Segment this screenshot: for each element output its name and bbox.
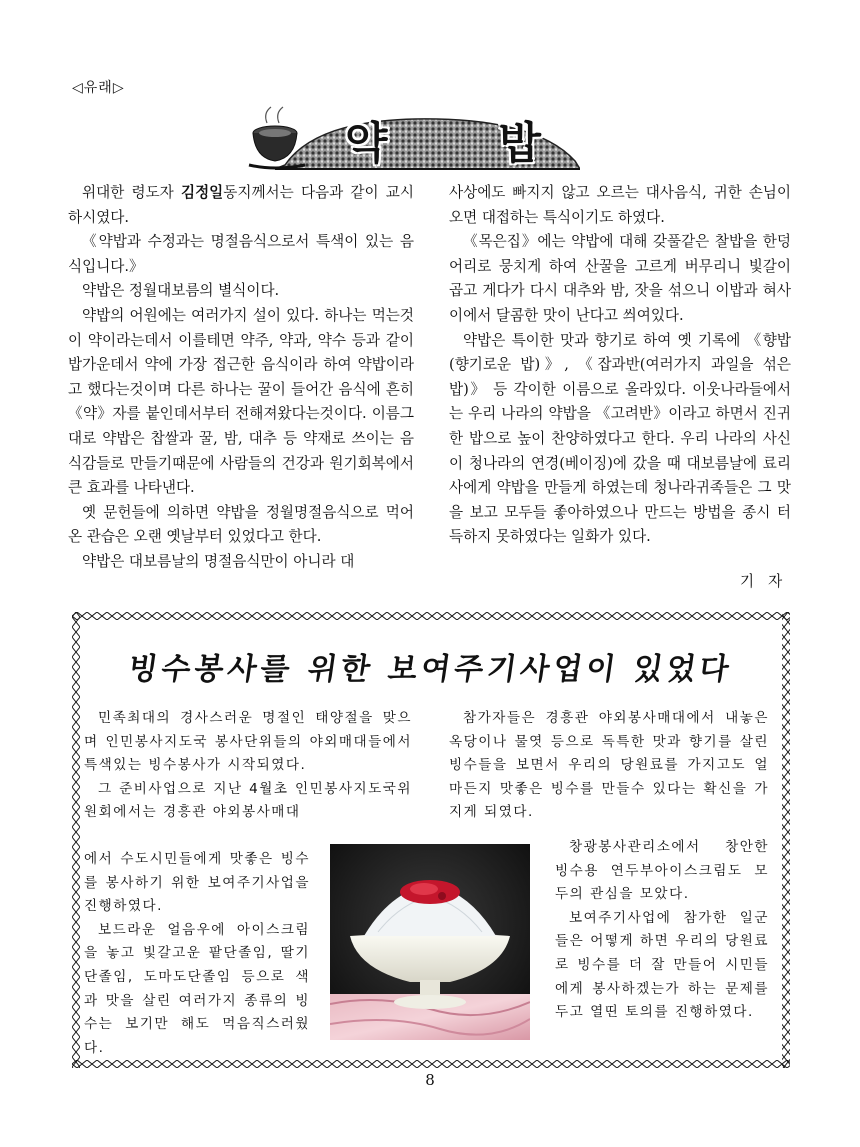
bingsu-headline: 빙수봉사를 위한 보여주기사업이 있었다	[126, 652, 735, 687]
paragraph: 약밥의 어원에는 여러가지 설이 있다. 하나는 먹는것이 약이라는데서 이를테면 약주, 약과, 약수 등과 같이 밥가운데서 약에 가장 접근한 음식이라 하여 약밥이라고 했다는것이며 다른 하나는 꿀이 들어간 음식에 흔히 《약》자를 붙인데서부터 전해져왔다는것이다. 이름그대로 약밥은 찹쌀과 꿀, 밤, 대추 등 약재로 쓰이는 음식감들로 만들기때문에 사람들의 건강과 원기회복에서 큰 효과를 나타낸다.	[68, 306, 414, 497]
banner-char-2: 밥	[498, 118, 541, 169]
paragraph: 약밥은 정월대보름의 별식이다.	[82, 282, 280, 300]
banner-char-1: 약	[345, 118, 388, 169]
paragraph: 참가자들은 경흥관 야외봉사매대에서 내놓은 옥당이나 물엿 등으로 독특한 맛과 향기를 살린 빙수들을 보면서 우리의 당원료를 가지고도 얼마든지 맛좋은 빙수를 만들수 있다는 확신을 가지게 되였다.	[449, 710, 769, 821]
shaved-ice-dessert-image	[330, 844, 530, 1040]
paragraph: 보드라운 얼음우에 아이스크림을 놓고 빛갈고운 팥단졸임, 딸기단졸임, 도마도단졸임 등으로 색과 맛을 살린 여러가지 종류의 빙수는 보기만 해도 먹음직스러웠다.	[84, 921, 310, 1056]
paragraph: 《목은집》에는 약밥에 대해 갖풀같은 찰밥을 한덩어리로 뭉치게 하여 산꿀을 고르게 버무리니 빛갈이 곱고 게다가 다시 대추와 밤, 잣을 섞으니 이밥과 혀사이에서 달콤한 맛이 난다고 씌여있다.	[449, 233, 791, 324]
lead-text: 위대한 령도자	[82, 184, 181, 201]
article-yakbap-column-2	[449, 181, 791, 550]
bingsu-column-2-wrap	[555, 836, 769, 1025]
bingsu-column-2-top	[449, 707, 769, 825]
paragraph: 그 준비사업으로 지난 4월초 인민봉사지도국위원회에서는 경흥관 야외봉사매대	[84, 780, 412, 821]
leader-name: 김정일	[180, 184, 224, 201]
bingsu-article-box	[72, 612, 790, 1068]
article-yakbap-column-1	[68, 181, 414, 575]
bingsu-column-1-top	[84, 707, 412, 825]
banner-title	[323, 107, 563, 171]
paragraph: 사상에도 빠지지 않고 오르는 대사음식, 귀한 손님이 오면 대접하는 특식이기도 하였다.	[449, 184, 791, 226]
paragraph: 창광봉사관리소에서 창안한 빙수용 연두부아이스크림도 모두의 관심을 모았다.	[555, 839, 769, 903]
paragraph: 옛 문헌들에 의하면 약밥을 정월명절음식으로 먹어온 관습은 오랜 옛날부터 있었다고 한다.	[68, 503, 414, 546]
paragraph-continued: 에서 수도시민들에게 맛좋은 빙수를 봉사하기 위한 보여주기사업을 진행하였다.	[84, 851, 310, 915]
byline: 기자	[740, 573, 797, 590]
paragraph: 민족최대의 경사스러운 명절인 태양절을 맞으며 인민봉사지도국 봉사단위들의 야외매대들에서 특색있는 빙수봉사가 시작되였다.	[84, 710, 412, 774]
yakbap-banner	[245, 103, 580, 173]
paragraph: 약밥은 특이한 맛과 향기로 하여 옛 기록에 《향밥(향기로운 밥)》, 《잡과반(여러가지 과일을 섞은 밥)》 등 각이한 이름으로 올라있다. 이웃나라들에서는 우리 나라의 약밥을 《고려반》이라고 하면서 진귀한 밥으로 높이 찬양하였다고 한다. 우리 나라의 사신이 청나라의 연경(베이징)에 갔을 때 대보름날에 료리사에게 약밥을 만들게 하였는데 청나라귀족들은 그 맛을 보고 모두들 좋아하였으나 만드는 방법을 종시 터득하지 못하였다는 일화가 있다.	[449, 331, 791, 546]
lead-paragraph	[68, 181, 414, 230]
paragraph: 보여주기사업에 참가한 일군들은 어떻게 하면 우리의 당원료로 빙수를 더 잘 만들어 시민들에게 봉사하겠는가 하는 문제를 두고 열띤 토의를 진행하였다.	[555, 909, 769, 1021]
lead-text-end: 동지께서는 다음과 같이 교시하시였다.	[68, 184, 414, 226]
quote-paragraph: 《약밥과 수정과는 명절음식으로서 특색이 있는 음식입니다.》	[68, 233, 414, 275]
page-number: 8	[425, 1071, 435, 1089]
paragraph: 약밥은 대보름날의 명절음식만이 아니라 대	[82, 552, 355, 570]
section-tag: ◁유래▷	[72, 80, 125, 96]
bingsu-column-1-wrap	[84, 848, 310, 1060]
